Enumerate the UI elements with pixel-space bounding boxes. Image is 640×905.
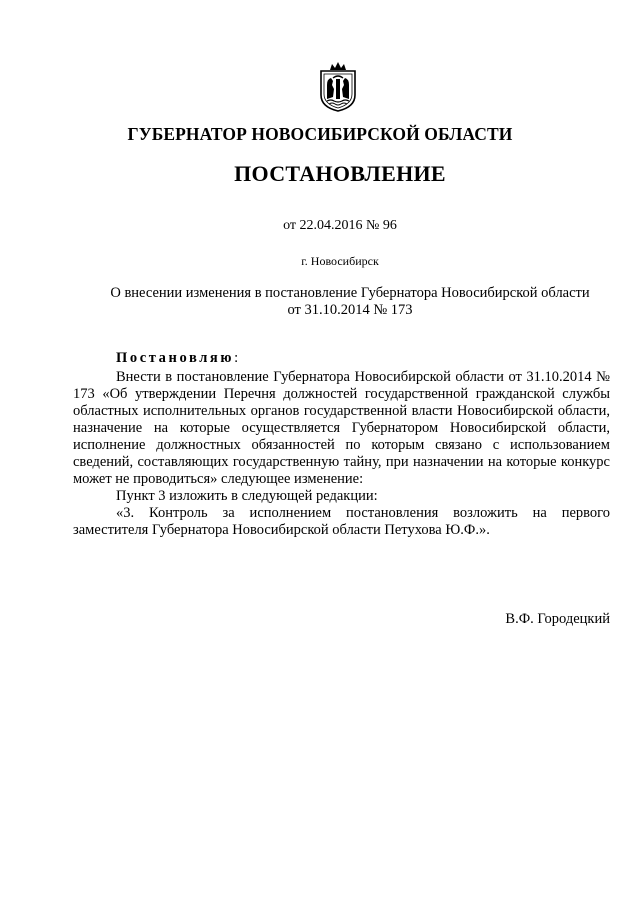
document-subject xyxy=(60,285,640,319)
body-paragraph-1: Внести в постановление Губернатора Новосибирской области от 31.10.2014 № 173 «Об утверждении Перечня должностей государственной гражданской службы областных исполнительных органов государственной власти Новосибирской области, назначение на которые осуществляется Губернатором Новосибирской области, исполнение должностных обязанностей по которым связано с использованием сведений, составляющих государственную тайну, при назначении на которые конкурс может не проводиться» следующее изменение: xyxy=(73,369,610,487)
body-paragraph-2: Пункт 3 изложить в следующей редакции: xyxy=(116,488,378,504)
resolve-word: Постановляю xyxy=(116,350,235,366)
date-number-line: от 22.04.2016 № 96 xyxy=(283,218,397,233)
authority-title: ГУБЕРНАТОР НОВОСИБИРСКОЙ ОБЛАСТИ xyxy=(127,124,513,144)
coat-of-arms-icon xyxy=(317,61,359,113)
body-paragraph-3: «3. Контроль за исполнением постановления возложить на первого заместителя Губернатора Новосибирской области Петухова Ю.Ф.». xyxy=(73,505,610,538)
document-type-title: ПОСТАНОВЛЕНИЕ xyxy=(234,161,446,186)
resolve-heading xyxy=(116,350,241,367)
city-line: г. Новосибирск xyxy=(301,254,379,268)
subject-line-1: О внесении изменения в постановление Губернатора Новосибирской области xyxy=(110,285,590,301)
document-body xyxy=(73,369,610,539)
resolve-colon: : xyxy=(234,350,241,366)
subject-line-2: от 31.10.2014 № 173 xyxy=(287,302,413,318)
signature-name: В.Ф. Городецкий xyxy=(505,611,610,627)
